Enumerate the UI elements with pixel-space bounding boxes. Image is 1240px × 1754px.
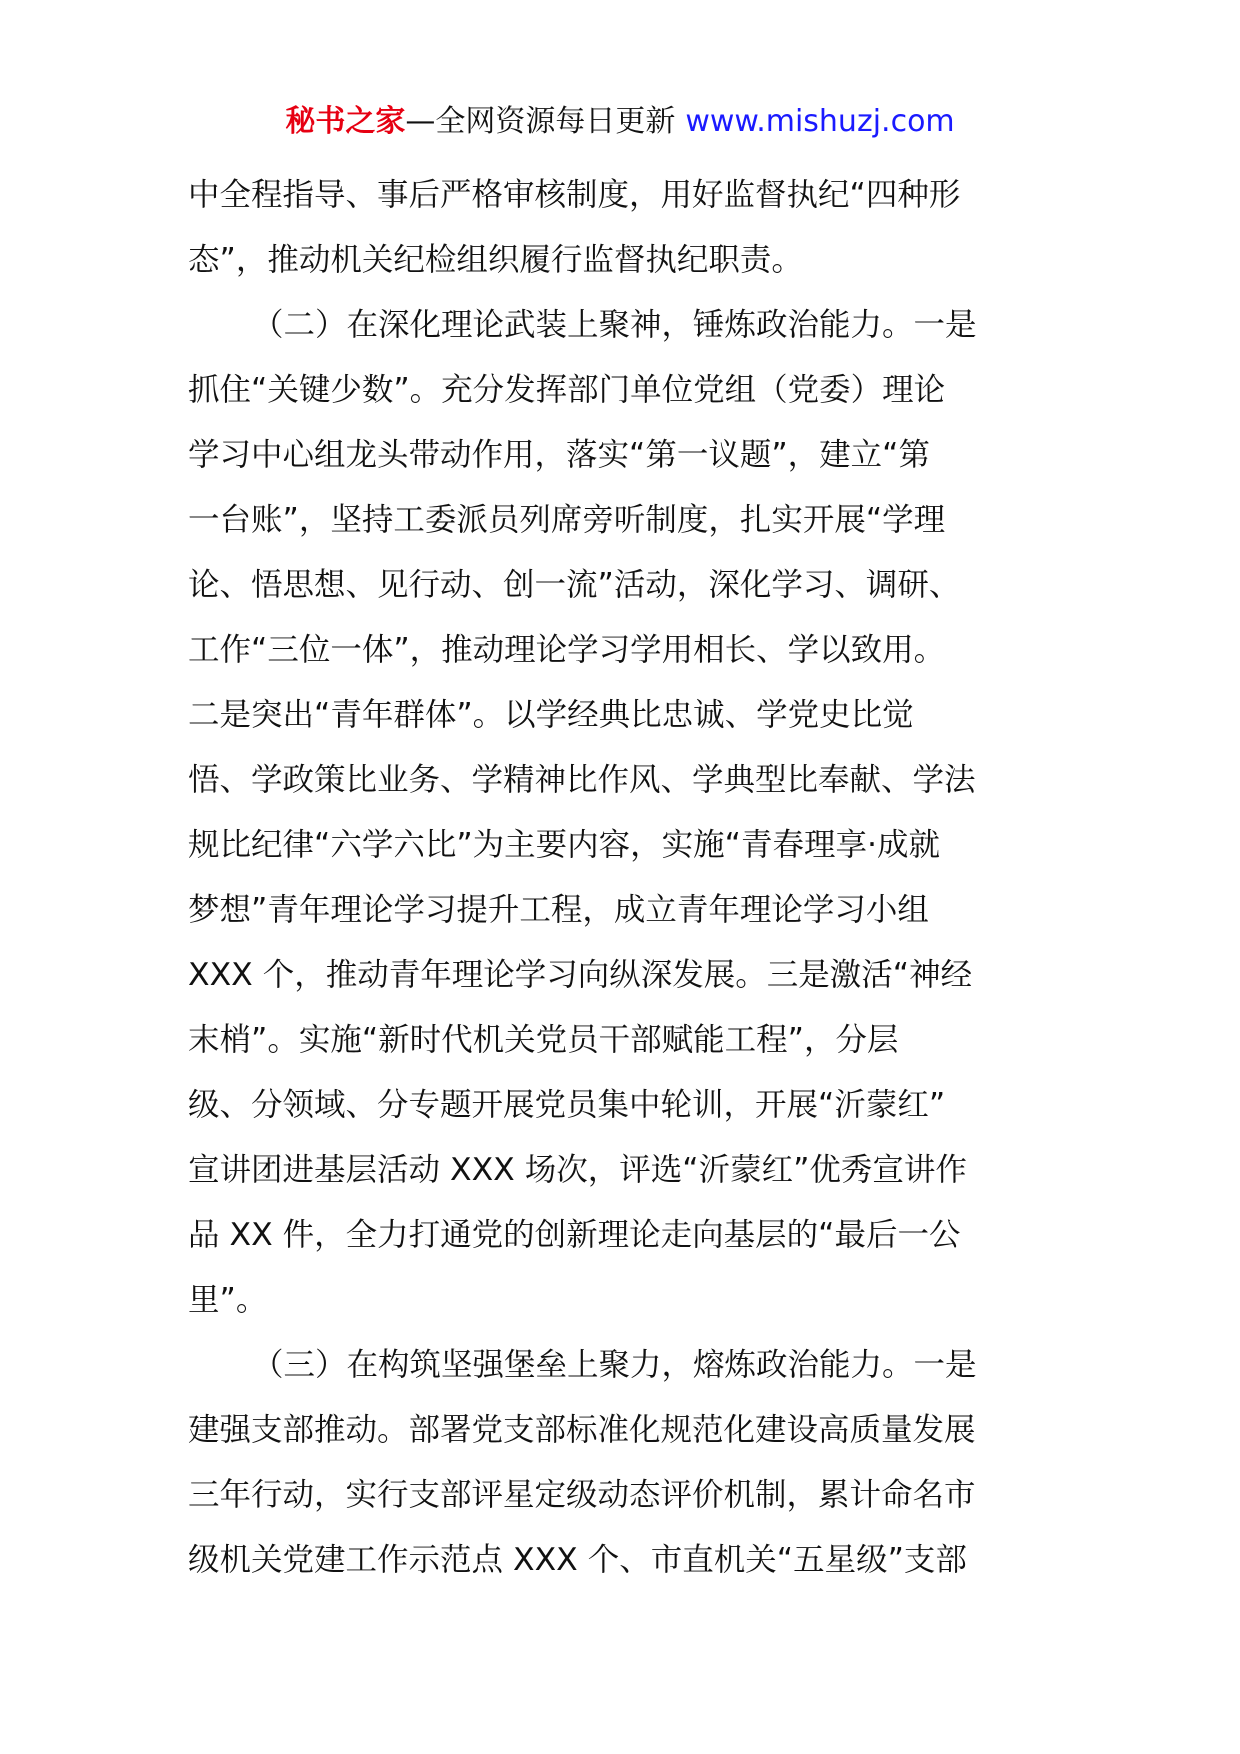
section-heading-line: （三）在构筑坚强堡垒上聚力，熔炼政治能力。一是: [252, 1347, 977, 1383]
text-line: 末梢”。实施“新时代机关党员干部赋能工程”，分层: [188, 1022, 899, 1058]
text-line: 三年行动，实行支部评星定级动态评价机制，累计命名市: [188, 1477, 976, 1513]
text-line: 建强支部推动。部署党支部标准化规范化建设高质量发展: [188, 1412, 976, 1448]
section-heading-line: （二）在深化理论武装上聚神，锤炼政治能力。一是: [252, 307, 977, 343]
text-line: 品 XX 件，全力打通党的创新理论走向基层的“最后一公: [188, 1217, 961, 1253]
text-line: 学习中心组龙头带动作用，落实“第一议题”，建立“第: [188, 437, 930, 473]
text-line: 规比纪律“六学六比”为主要内容，实施“青春理享·成就: [188, 827, 940, 863]
text-line: 里”。: [188, 1282, 268, 1318]
text-line: 论、悟思想、见行动、创一流”活动，深化学习、调研、: [188, 567, 961, 603]
text-line: 中全程指导、事后严格审核制度，用好监督执纪“四种形: [188, 177, 961, 213]
text-line: 宣讲团进基层活动 XXX 场次，评选“沂蒙红”优秀宣讲作: [188, 1152, 967, 1188]
text-line: 抓住“关键少数”。充分发挥部门单位党组（党委）理论: [188, 372, 946, 408]
text-line: 梦想”青年理论学习提升工程，成立青年理论学习小组: [188, 892, 929, 928]
text-line: XXX 个，推动青年理论学习向纵深发展。三是激活“神经: [188, 957, 973, 993]
header-url-link[interactable]: www.mishuzj.com: [685, 104, 955, 139]
text-line: 二是突出“青年群体”。以学经典比忠诚、学党史比觉: [188, 697, 914, 733]
text-line: 工作“三位一体”，推动理论学习学用相长、学以致用。: [188, 632, 946, 668]
document-body: [188, 163, 1058, 1593]
text-line: 一台账”，坚持工委派员列席旁听制度，扎实开展“学理: [188, 502, 946, 538]
text-line: 悟、学政策比业务、学精神比作风、学典型比奉献、学法: [188, 762, 976, 798]
page-header: [0, 100, 1240, 144]
header-brand: 秘书之家: [285, 104, 406, 139]
text-line: 态”，推动机关纪检组织履行监督执纪职责。: [188, 242, 803, 278]
text-line: 级、分领域、分专题开展党员集中轮训，开展“沂蒙红”: [188, 1087, 946, 1123]
text-line: 级机关党建工作示范点 XXX 个、市直机关“五星级”支部: [188, 1542, 967, 1578]
header-tagline: —全网资源每日更新: [405, 104, 676, 139]
